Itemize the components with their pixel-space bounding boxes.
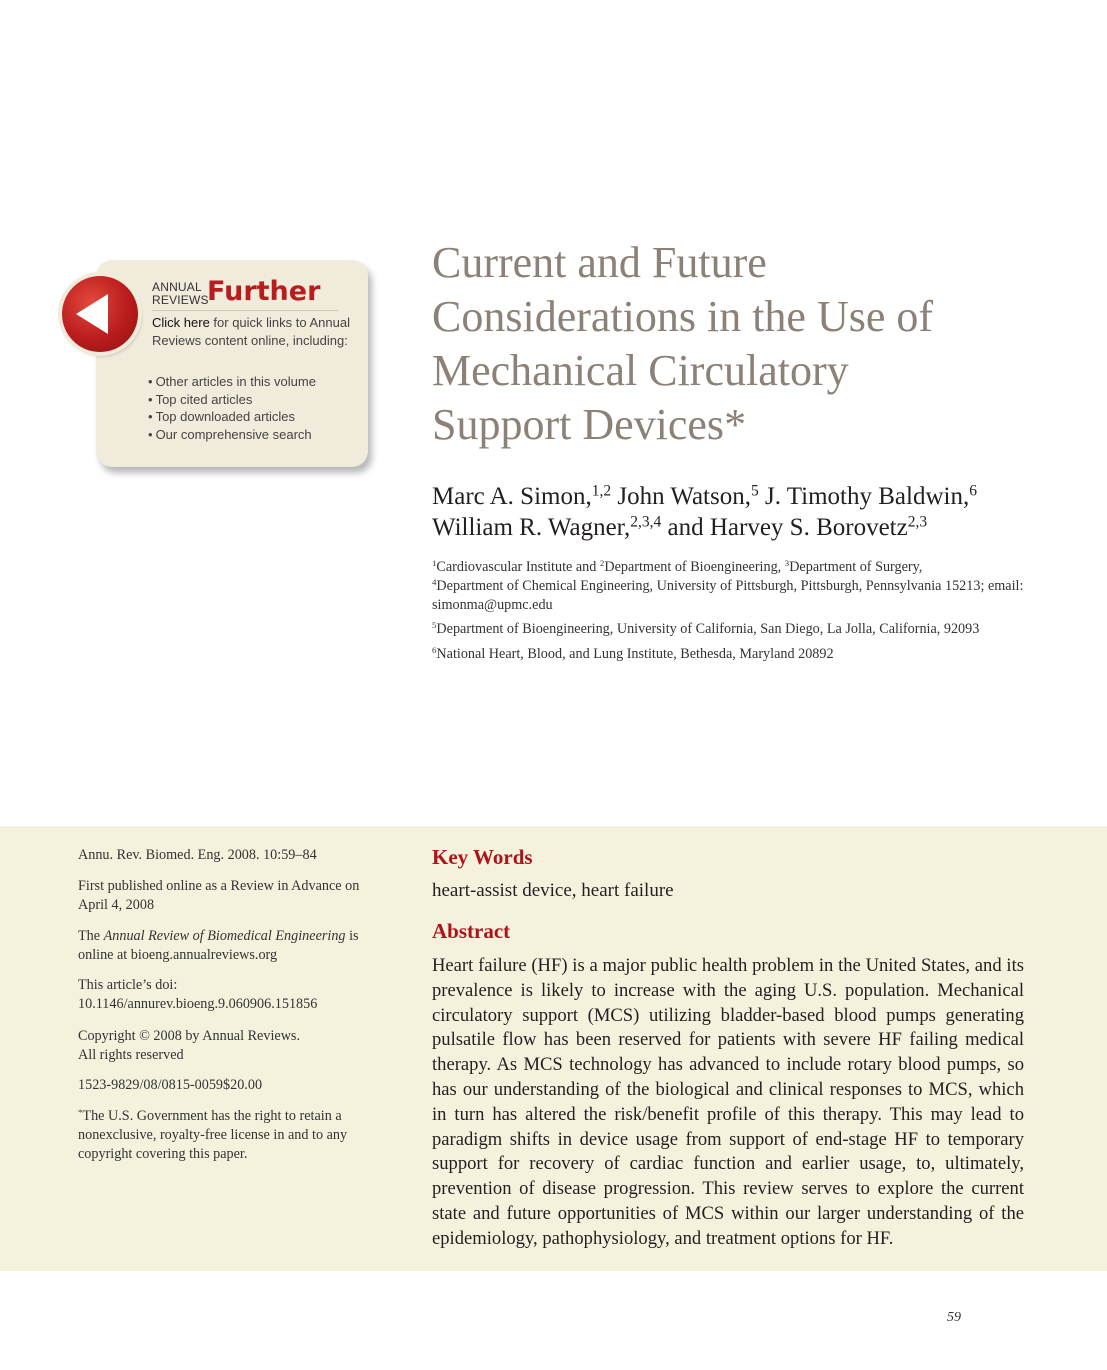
further-title: Further — [207, 276, 321, 307]
citation: Annu. Rev. Biomed. Eng. 2008. 10:59–84 — [78, 847, 317, 863]
author-name: Marc A. Simon, — [432, 483, 592, 510]
issn: 1523-9829/08/0815-0059$20.00 — [78, 1077, 263, 1093]
play-arrow-icon[interactable] — [62, 276, 138, 352]
further-link-search[interactable]: • Our comprehensive search — [148, 426, 316, 444]
annual-reviews-logo: ANNUAL REVIEWS — [152, 280, 209, 307]
doi-value[interactable]: 10.1146/annurev.bioeng.9.060906.151856 — [78, 996, 318, 1012]
key-words-heading: Key Words — [432, 845, 533, 869]
affiliation: $^6$National Heart, Blood, and Lung Institute, Bethesda, Maryland 20892 — [432, 645, 834, 662]
affiliation: $^5$Department of Bioengineering, University of California, San Diego, La Jolla, California, 92093 — [432, 620, 980, 637]
further-links-list — [148, 373, 316, 443]
divider — [152, 310, 338, 311]
author-name: and Harvey S. Borovetz — [661, 514, 908, 541]
author-name: J. Timothy Baldwin, — [758, 483, 970, 510]
further-link-top-cited[interactable]: • Top cited articles — [148, 391, 316, 409]
further-description: Click here for quick links to Annual Reviews content online, including: — [152, 315, 350, 348]
abstract-text: Heart failure (HF) is a major public health problem in the United States, and its prevalence is likely to increase with the aging U.S. population. Mechanical circulatory support (MCS) utilizing bladder-based blood pumps generating pulsatile flow has been reserved for patients with severe HF failing medical therapy. As MCS technology has advanced to include rotary blood pumps, so has our understanding of the biological and clinical responses to MCS, which in turn has altered the risk/benefit profile of this therapy. This may lead to paradigm shifts in device usage from support of end-stage HF to temporary support for recovery of cardiac function and earlier usage, to, ultimately, prevention of disease progression. This review serves to explore the current state and future opportunities of MCS within our larger understanding of the epidemiology, pathophysiology, and treatment options for HF. — [432, 955, 1024, 1249]
footnote: *The U.S. Government has the right to retain a nonexclusive, royalty-free license in and to any copyright covering this paper. — [78, 1107, 348, 1162]
page-number: 59 — [947, 1310, 961, 1325]
abstract-heading: Abstract — [432, 919, 511, 943]
key-words: heart-assist device, heart failure — [432, 880, 674, 901]
copyright: Copyright © 2008 by Annual Reviews. All rights reserved — [78, 1028, 301, 1063]
online-note: The Annual Review of Biomedical Engineering is online at bioeng.annualreviews.org — [78, 928, 359, 963]
author-name: John Watson, — [611, 483, 751, 510]
article-title: Current and Future Considerations in the Use of Mechanical Circulatory Support Devices* — [432, 238, 934, 449]
author-list: Marc A. Simon,$^{1,2}$ John Watson,$^5$ J. Timothy Baldwin,$^6$ William R. Wagner,$^{2,3,4}$ and Harvey S. Borovetz$^{2,3}$ — [432, 482, 977, 541]
author-name: William R. Wagner, — [432, 514, 631, 541]
affiliation: $^1$Cardiovascular Institute and $^2$Department of Bioengineering, $^3$Department of Surgery, $^4$Department of Chemical Engineering, University of Pittsburgh, Pittsburgh, Pennsylvania 15213; email: simonma@upmc.edu — [432, 558, 1024, 613]
further-link-top-downloaded[interactable]: • Top downloaded articles — [148, 408, 316, 426]
further-link-other-articles[interactable]: • Other articles in this volume — [148, 373, 316, 391]
first-published: First published online as a Review in Advance on April 4, 2008 — [78, 878, 360, 913]
click-here-link[interactable]: Click here — [152, 315, 210, 330]
doi: This article’s doi: 10.1146/annurev.bioeng.9.060906.151856 — [78, 977, 318, 1012]
